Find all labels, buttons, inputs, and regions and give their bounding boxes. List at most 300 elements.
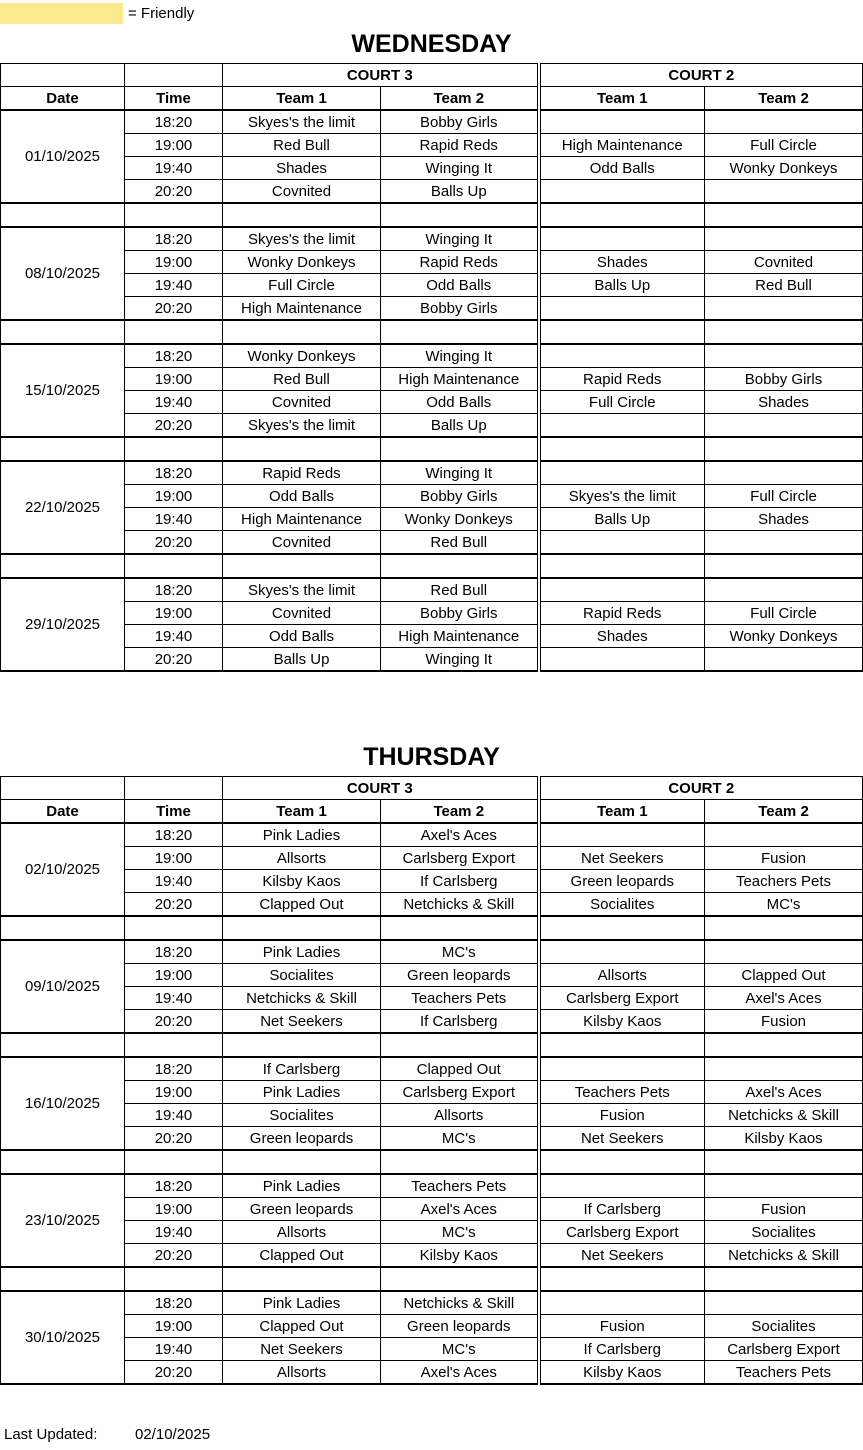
court3-team1-cell: Balls Up [223,648,381,672]
empty-cell [705,916,863,940]
time-cell: 19:00 [125,1081,223,1104]
court2-team1-cell: Rapid Reds [539,368,705,391]
court2-team1-cell: Net Seekers [539,1244,705,1268]
empty-cell [125,203,223,227]
court2-team2-cell: Netchicks & Skill [705,1244,863,1268]
time-cell: 18:20 [125,110,223,134]
court3-team1-cell: Skyes's the limit [223,578,381,602]
empty-cell [539,554,705,578]
table-row [1,344,863,368]
empty-cell [223,554,381,578]
time-cell: 18:20 [125,1291,223,1315]
court3-team1-cell: Skyes's the limit [223,110,381,134]
court2-team2-cell [705,1174,863,1198]
court3-team1-cell: Shades [223,157,381,180]
time-cell: 18:20 [125,344,223,368]
table-row [1,274,863,297]
court2-team1-cell: Fusion [539,1104,705,1127]
time-cell: 20:20 [125,648,223,672]
empty-header-cell [125,64,223,87]
court3-team1-cell: Allsorts [223,1361,381,1385]
time-cell: 19:00 [125,1198,223,1221]
time-cell: 20:20 [125,1361,223,1385]
table-row [1,625,863,648]
court3-team1-cell: Pink Ladies [223,1291,381,1315]
empty-cell [1,554,125,578]
court2-team1-cell: If Carlsberg [539,1338,705,1361]
time-cell: 20:20 [125,893,223,917]
court2-team1-cell: Net Seekers [539,847,705,870]
spacer-row [1,1267,863,1291]
empty-header-cell [1,777,125,800]
table-row [1,227,863,251]
empty-cell [539,1033,705,1057]
time-cell: 19:00 [125,602,223,625]
court3-team2-cell: MC's [381,1338,539,1361]
court2-team2-cell [705,344,863,368]
court2-team2-cell: Axel's Aces [705,1081,863,1104]
spacer-row [1,320,863,344]
empty-cell [125,916,223,940]
empty-cell [1,320,125,344]
time-cell: 19:00 [125,485,223,508]
court2-team2-cell: Full Circle [705,134,863,157]
court3-team1-cell: Covnited [223,531,381,555]
time-cell: 19:40 [125,1104,223,1127]
date-column-header: Date [1,87,125,111]
court3-team1-cell: Allsorts [223,847,381,870]
court2-team1-cell: Kilsby Kaos [539,1361,705,1385]
court2-team2-cell: Axel's Aces [705,987,863,1010]
court2-team1-cell: Kilsby Kaos [539,1010,705,1034]
court2-team2-cell: Carlsberg Export [705,1338,863,1361]
table-row [1,1104,863,1127]
friendly-color-swatch [0,3,123,24]
table-row [1,1315,863,1338]
court2-team2-cell [705,940,863,964]
time-cell: 20:20 [125,297,223,321]
court3-team1-cell: Pink Ladies [223,823,381,847]
table-row [1,157,863,180]
court-header-row [1,777,863,800]
court3-team2-cell: High Maintenance [381,368,539,391]
table-row [1,414,863,438]
table-row [1,531,863,555]
court3-team2-cell: Kilsby Kaos [381,1244,539,1268]
empty-cell [125,1150,223,1174]
table-row [1,964,863,987]
empty-cell [705,320,863,344]
court2-team1-cell: Skyes's the limit [539,485,705,508]
court2-team1-cell: Teachers Pets [539,1081,705,1104]
court3-team1-cell: Green leopards [223,1127,381,1151]
empty-header-cell [1,64,125,87]
court2-team2-cell: Bobby Girls [705,368,863,391]
court3-team1-cell: Allsorts [223,1221,381,1244]
court2-team2-cell [705,823,863,847]
court3-team2-cell: Bobby Girls [381,602,539,625]
empty-cell [125,1033,223,1057]
court3-team1-cell: Clapped Out [223,1244,381,1268]
court3-team2-cell: Carlsberg Export [381,1081,539,1104]
time-cell: 18:20 [125,578,223,602]
time-cell: 18:20 [125,1057,223,1081]
time-cell: 18:20 [125,1174,223,1198]
spacer-row [1,203,863,227]
court2-team1-cell: High Maintenance [539,134,705,157]
time-cell: 19:00 [125,1315,223,1338]
date-cell: 23/10/2025 [1,1174,125,1267]
court3-team2-cell: Odd Balls [381,274,539,297]
court3-team2-cell: Balls Up [381,414,539,438]
spacer-row [1,916,863,940]
table-row [1,1291,863,1315]
court3-team1-header: Team 1 [223,800,381,824]
court2-team1-header: Team 1 [539,87,705,111]
time-cell: 20:20 [125,180,223,204]
court2-team2-cell: Fusion [705,847,863,870]
table-row [1,893,863,917]
table-row [1,602,863,625]
table-row [1,1127,863,1151]
time-cell: 18:20 [125,461,223,485]
court2-team1-cell: Shades [539,251,705,274]
court3-team2-cell: Green leopards [381,1315,539,1338]
court2-team2-cell [705,227,863,251]
court2-team2-cell: Full Circle [705,602,863,625]
court3-team2-cell: Winging It [381,648,539,672]
court3-team1-cell: If Carlsberg [223,1057,381,1081]
court3-team2-cell: Clapped Out [381,1057,539,1081]
court3-team2-cell: MC's [381,1221,539,1244]
court2-team2-cell [705,297,863,321]
court2-team1-cell [539,1174,705,1198]
court2-team1-header: Team 1 [539,800,705,824]
court3-team2-cell: Carlsberg Export [381,847,539,870]
table-row [1,180,863,204]
table-row [1,508,863,531]
court2-team2-cell: Wonky Donkeys [705,625,863,648]
empty-header-cell [125,777,223,800]
court3-team2-cell: Winging It [381,227,539,251]
court3-team1-cell: Skyes's the limit [223,414,381,438]
empty-cell [125,320,223,344]
empty-cell [705,554,863,578]
time-cell: 20:20 [125,1127,223,1151]
legend [0,2,194,24]
table-row [1,870,863,893]
table-row [1,1010,863,1034]
court2-team2-cell [705,578,863,602]
table-row [1,368,863,391]
court3-team2-cell: Bobby Girls [381,485,539,508]
court3-team2-header: Team 2 [381,800,539,824]
court3-team1-cell: Odd Balls [223,625,381,648]
court2-team1-cell [539,940,705,964]
court2-team2-cell: Shades [705,508,863,531]
spacer-row [1,437,863,461]
court3-team2-cell: Winging It [381,157,539,180]
court2-team1-cell [539,1291,705,1315]
court2-team1-cell [539,344,705,368]
court3-team1-cell: Netchicks & Skill [223,987,381,1010]
date-cell: 09/10/2025 [1,940,125,1033]
court3-team2-cell: Red Bull [381,531,539,555]
date-cell: 02/10/2025 [1,823,125,916]
court3-team1-cell: Pink Ladies [223,1081,381,1104]
court2-team2-cell: Wonky Donkeys [705,157,863,180]
court3-team2-cell: Red Bull [381,578,539,602]
empty-cell [125,437,223,461]
empty-cell [223,1267,381,1291]
empty-cell [539,320,705,344]
court2-team1-cell: Rapid Reds [539,602,705,625]
court2-team1-cell: Fusion [539,1315,705,1338]
time-column-header: Time [125,87,223,111]
court3-team2-cell: Balls Up [381,180,539,204]
thursday-title: THURSDAY [363,743,500,771]
empty-cell [125,554,223,578]
court2-team1-cell: Allsorts [539,964,705,987]
court3-team1-cell: Odd Balls [223,485,381,508]
court2-team1-cell: Shades [539,625,705,648]
date-cell: 30/10/2025 [1,1291,125,1384]
court3-team1-cell: Clapped Out [223,1315,381,1338]
court3-team1-cell: Covnited [223,391,381,414]
table-row [1,461,863,485]
table-row [1,134,863,157]
court2-team2-header: Team 2 [705,800,863,824]
empty-cell [223,916,381,940]
time-cell: 19:40 [125,274,223,297]
court3-team2-cell: Axel's Aces [381,1198,539,1221]
court2-team1-cell [539,227,705,251]
court2-team2-cell: Netchicks & Skill [705,1104,863,1127]
court2-team2-cell [705,414,863,438]
court2-team2-cell: Fusion [705,1198,863,1221]
time-cell: 18:20 [125,823,223,847]
date-cell: 22/10/2025 [1,461,125,554]
court2-team2-cell: Full Circle [705,485,863,508]
court2-team1-cell [539,823,705,847]
time-cell: 19:40 [125,987,223,1010]
table-row [1,847,863,870]
court2-team2-cell: Kilsby Kaos [705,1127,863,1151]
empty-cell [125,1267,223,1291]
court2-team1-cell: Net Seekers [539,1127,705,1151]
court3-team1-cell: Full Circle [223,274,381,297]
court3-team1-cell: Wonky Donkeys [223,251,381,274]
thursday-schedule-table [0,776,863,1385]
date-cell: 08/10/2025 [1,227,125,320]
last-updated-value: 02/10/2025 [135,1426,211,1443]
court3-team1-cell: Rapid Reds [223,461,381,485]
court3-team2-cell: Rapid Reds [381,134,539,157]
empty-cell [1,203,125,227]
court2-team2-cell [705,110,863,134]
column-header-row [1,800,863,824]
spacer-row [1,1150,863,1174]
date-column-header: Date [1,800,125,824]
time-cell: 19:00 [125,251,223,274]
court2-team1-cell [539,297,705,321]
table-row [1,987,863,1010]
court3-team1-cell: Covnited [223,602,381,625]
empty-cell [381,1267,539,1291]
court3-team1-cell: Covnited [223,180,381,204]
table-row [1,1057,863,1081]
court2-team1-cell: Balls Up [539,274,705,297]
court2-team1-cell [539,1057,705,1081]
time-cell: 19:40 [125,1338,223,1361]
court3-team2-cell: Green leopards [381,964,539,987]
court3-team1-cell: High Maintenance [223,508,381,531]
empty-cell [1,1033,125,1057]
time-cell: 20:20 [125,531,223,555]
date-cell: 29/10/2025 [1,578,125,671]
table-row [1,1198,863,1221]
date-cell: 16/10/2025 [1,1057,125,1150]
court3-team1-cell: Pink Ladies [223,1174,381,1198]
empty-cell [1,437,125,461]
court2-team1-cell: If Carlsberg [539,1198,705,1221]
court2-team1-cell: Carlsberg Export [539,1221,705,1244]
table-row [1,110,863,134]
empty-cell [381,203,539,227]
court3-team2-cell: Winging It [381,461,539,485]
empty-cell [381,916,539,940]
table-row [1,485,863,508]
court2-team2-cell: Socialites [705,1315,863,1338]
empty-cell [381,320,539,344]
court3-team2-cell: Odd Balls [381,391,539,414]
time-cell: 19:40 [125,870,223,893]
court2-team2-cell: MC's [705,893,863,917]
court2-team2-cell [705,531,863,555]
column-header-row [1,87,863,111]
court3-team2-cell: Allsorts [381,1104,539,1127]
court3-team1-cell: Skyes's the limit [223,227,381,251]
court2-team1-cell: Green leopards [539,870,705,893]
court3-team2-cell: Netchicks & Skill [381,1291,539,1315]
court2-team2-cell [705,648,863,672]
footer [4,1426,210,1443]
table-row [1,1221,863,1244]
empty-cell [223,1033,381,1057]
spacer-row [1,1033,863,1057]
empty-cell [539,1150,705,1174]
court3-team2-cell: Wonky Donkeys [381,508,539,531]
empty-cell [381,1033,539,1057]
court2-team1-cell: Odd Balls [539,157,705,180]
court2-header: COURT 2 [539,777,863,800]
empty-cell [539,1267,705,1291]
time-cell: 19:00 [125,964,223,987]
court3-team1-header: Team 1 [223,87,381,111]
empty-cell [381,554,539,578]
empty-cell [539,916,705,940]
court3-team2-cell: Axel's Aces [381,1361,539,1385]
court2-team2-cell: Clapped Out [705,964,863,987]
empty-cell [223,203,381,227]
court3-team1-cell: Kilsby Kaos [223,870,381,893]
time-cell: 19:00 [125,134,223,157]
empty-cell [1,1150,125,1174]
court2-team2-cell: Teachers Pets [705,1361,863,1385]
table-row [1,823,863,847]
court2-team2-cell [705,1057,863,1081]
court3-team1-cell: High Maintenance [223,297,381,321]
court2-team1-cell [539,531,705,555]
court2-team2-cell: Teachers Pets [705,870,863,893]
table-row [1,1361,863,1385]
court3-team2-cell: Axel's Aces [381,823,539,847]
time-cell: 18:20 [125,940,223,964]
time-cell: 20:20 [125,414,223,438]
empty-cell [1,1267,125,1291]
time-cell: 19:40 [125,625,223,648]
court2-team1-cell: Balls Up [539,508,705,531]
table-row [1,1244,863,1268]
court2-team2-cell [705,461,863,485]
court-header-row [1,64,863,87]
table-row [1,1081,863,1104]
court3-team1-cell: Red Bull [223,368,381,391]
table-row [1,297,863,321]
time-cell: 18:20 [125,227,223,251]
court2-team2-cell: Fusion [705,1010,863,1034]
empty-cell [705,437,863,461]
table-row [1,648,863,672]
court2-team2-header: Team 2 [705,87,863,111]
court3-team1-cell: Net Seekers [223,1010,381,1034]
court3-team2-cell: Rapid Reds [381,251,539,274]
court3-team2-cell: Teachers Pets [381,1174,539,1198]
court2-team1-cell [539,578,705,602]
court3-team1-cell: Socialites [223,964,381,987]
court3-team2-cell: If Carlsberg [381,870,539,893]
court3-header: COURT 3 [223,777,539,800]
empty-cell [1,916,125,940]
empty-cell [381,1150,539,1174]
court2-team1-cell [539,648,705,672]
court2-header: COURT 2 [539,64,863,87]
court3-team2-cell: MC's [381,940,539,964]
time-cell: 19:40 [125,157,223,180]
wednesday-schedule-table [0,63,863,672]
time-cell: 19:40 [125,391,223,414]
date-cell: 01/10/2025 [1,110,125,203]
empty-cell [223,320,381,344]
time-cell: 19:40 [125,508,223,531]
empty-cell [381,437,539,461]
court2-team2-cell [705,1291,863,1315]
court3-header: COURT 3 [223,64,539,87]
table-row [1,251,863,274]
court2-team1-cell [539,461,705,485]
court2-team1-cell: Carlsberg Export [539,987,705,1010]
court2-team1-cell [539,110,705,134]
court2-team2-cell: Shades [705,391,863,414]
court3-team1-cell: Socialites [223,1104,381,1127]
time-cell: 19:00 [125,368,223,391]
court3-team2-cell: Winging It [381,344,539,368]
court2-team2-cell: Covnited [705,251,863,274]
court3-team2-cell: If Carlsberg [381,1010,539,1034]
court3-team2-cell: Netchicks & Skill [381,893,539,917]
court3-team2-cell: MC's [381,1127,539,1151]
table-row [1,578,863,602]
